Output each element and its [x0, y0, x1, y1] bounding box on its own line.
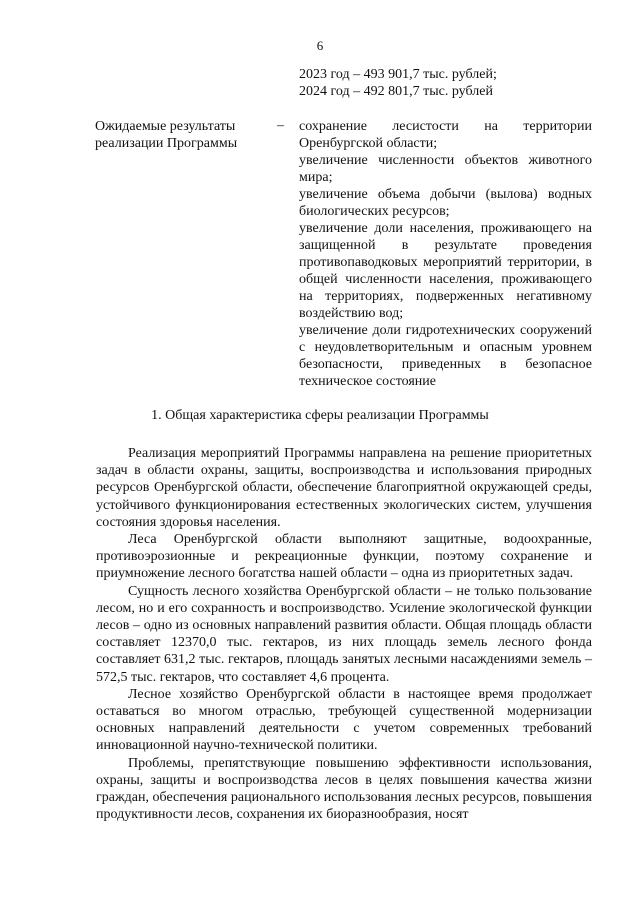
- result-item: увеличение численности объектов животного мира;: [299, 153, 592, 185]
- section-heading: 1. Общая характеристика сферы реализации Программы: [151, 408, 489, 423]
- funding-line-2024: 2024 год – 492 801,7 тыс. рублей: [299, 84, 493, 99]
- results-dash: –: [277, 118, 284, 133]
- paragraph: Сущность лесного хозяйства Оренбургской области – не только пользование лесом, но и его сохранность и воспроизводство. Усиление экологической функции лесов – одно из основных направлений развития области. Общая площадь области составляет 12370,0 тыс. гектаров, из них площадь земель лесного фонда составляет 631,2 тыс. гектаров, площадь занятых лесными насаждениями земель – 572,5 тыс. гектаров, что составляет 4,6 процента.: [96, 583, 592, 685]
- expected-results-list: [299, 118, 592, 390]
- funding-line-2023: 2023 год – 493 901,7 тыс. рублей;: [299, 67, 497, 82]
- paragraph: Проблемы, препятствующие повышению эффективности использования, охраны, защиты и воспроизводства лесов в целях повышения качества жизни граждан, обеспечения рационального использования лесных ресурсов, повышения продуктивности лесов, сохранения их биоразнообразия, носят: [96, 755, 592, 823]
- result-item: увеличение объема добычи (вылова) водных биологических ресурсов;: [299, 187, 592, 219]
- paragraph: Лесное хозяйство Оренбургской области в настоящее время продолжает оставаться во многом отраслью, требующей существенной модернизации основных направлений деятельности с учетом современных требований инновационной научно-технической политики.: [96, 686, 592, 754]
- page-number: 6: [316, 38, 324, 53]
- results-label: Ожидаемые результаты реализации Программы: [95, 119, 238, 151]
- result-item: увеличение доли населения, проживающего на защищенной в результате проведения противопаводковых мероприятий территории, в общей численности населения, проживающего на территориях, подверженных негативному воздействию вод;: [299, 221, 592, 321]
- section-body: [96, 445, 592, 823]
- paragraph: Леса Оренбургской области выполняют защитные, водоохранные, противоэрозионные и рекреационные функции, поэтому сохранение и приумножение лесного богатства нашей области – одна из приоритетных задач.: [96, 532, 592, 582]
- result-item: увеличение доли гидротехнических сооружений с неудовлетворительным и опасным уровнем безопасности, приведенных в безопасное техническое состояние: [299, 323, 592, 389]
- paragraph: Реализация мероприятий Программы направлена на решение приоритетных задач в области охраны, защиты, воспроизводства и использования природных ресурсов Оренбургской области, обеспечение благоприятной окружающей среды, устойчивого функционирования естественных экологических систем, улучшения состояния здоровья населения.: [96, 446, 592, 530]
- result-item: сохранение лесистости на территории Оренбургской области;: [299, 119, 592, 151]
